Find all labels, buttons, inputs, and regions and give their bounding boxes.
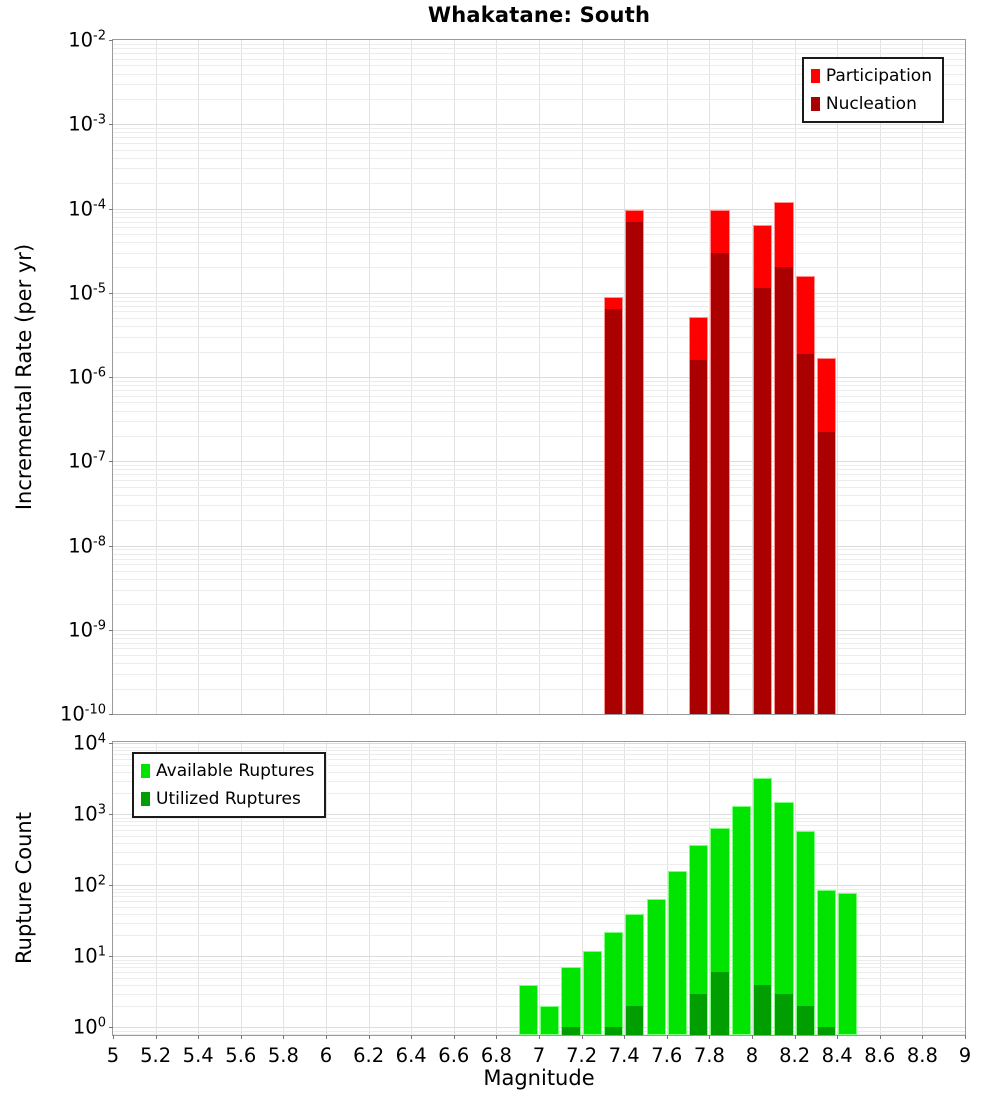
- nucleation-bar: [818, 432, 835, 714]
- gridline-h-minor: [113, 638, 965, 639]
- gridline-h-major: [113, 461, 965, 462]
- gridline-h-minor: [113, 843, 965, 844]
- gridline-h-minor: [113, 634, 965, 635]
- gridline-h-major: [113, 743, 965, 744]
- x-tick: [752, 1035, 753, 1039]
- gridline-h-minor: [113, 436, 965, 437]
- gridline-h-minor: [113, 168, 965, 169]
- gridline-h-minor: [113, 505, 965, 506]
- y-tick: [109, 461, 113, 462]
- utilized-ruptures-bar: [562, 1027, 579, 1035]
- gridline-h-minor: [113, 972, 965, 973]
- available-ruptures-bar: [732, 806, 751, 1035]
- gridline-h-minor: [113, 158, 965, 159]
- gridline-h-minor: [113, 385, 965, 386]
- rate-y-axis-label: Incremental Rate (per yr): [12, 243, 36, 511]
- gridline-h-minor: [113, 674, 965, 675]
- gridline-h-major: [113, 885, 965, 886]
- gridline-h-minor: [113, 643, 965, 644]
- count-plot: [72, 731, 972, 1067]
- gridline-h-minor: [113, 301, 965, 302]
- gridline-h-minor: [113, 390, 965, 391]
- x-tick-label: 7.8: [693, 1044, 725, 1067]
- x-tick: [795, 1035, 796, 1039]
- gridline-h-minor: [113, 914, 965, 915]
- available-ruptures-bar: [540, 1006, 559, 1035]
- available-ruptures-bar: [647, 899, 666, 1035]
- available-ruptures-bar: [519, 985, 538, 1035]
- gridline-h-major: [113, 293, 965, 294]
- x-tick-label: 8.8: [906, 1044, 938, 1067]
- rate-plot: [59, 28, 966, 726]
- utilized-ruptures-bar: [690, 994, 707, 1035]
- y-tick: [109, 546, 113, 547]
- x-tick: [113, 1035, 114, 1039]
- gridline-h-minor: [113, 963, 965, 964]
- x-tick-label: 5.6: [225, 1044, 257, 1067]
- available-ruptures-bar: [604, 932, 623, 1035]
- gridline-h-minor: [113, 469, 965, 470]
- gridline-h-minor: [113, 590, 965, 591]
- legend-swatch-icon: [811, 69, 820, 83]
- gridline-h-minor: [113, 978, 965, 979]
- gridline-h-minor: [113, 825, 965, 826]
- y-tick-label: $10^{-3}$: [68, 112, 106, 136]
- available-ruptures-bar: [817, 890, 836, 1035]
- x-tick-label: 5.2: [140, 1044, 172, 1067]
- y-tick: [109, 743, 113, 744]
- chart-title: Whakatane: South: [427, 3, 651, 27]
- available-ruptures-bar: [583, 951, 602, 1035]
- gridline-h-major: [113, 546, 965, 547]
- gridline-h-minor: [113, 571, 965, 572]
- gridline-h-minor: [113, 935, 965, 936]
- gridline-h-minor: [113, 549, 965, 550]
- x-tick: [582, 1035, 583, 1039]
- gridline-h-minor: [113, 465, 965, 466]
- legend-label: Participation: [825, 66, 932, 86]
- utilized-ruptures-bar: [754, 985, 771, 1035]
- gridline-h-minor: [113, 267, 965, 268]
- gridline-h-minor: [113, 821, 965, 822]
- y-tick: [109, 714, 113, 715]
- gridline-h-minor: [113, 579, 965, 580]
- utilized-ruptures-bar: [605, 1027, 622, 1035]
- utilized-ruptures-bar: [818, 1027, 835, 1035]
- gridline-h-minor: [113, 852, 965, 853]
- gridline-h-minor: [113, 907, 965, 908]
- gridline-h-minor: [113, 923, 965, 924]
- gridline-h-minor: [113, 836, 965, 837]
- x-tick: [283, 1035, 284, 1039]
- gridline-h-minor: [113, 495, 965, 496]
- gridline-h-minor: [113, 234, 965, 235]
- gridline-h-minor: [113, 48, 965, 49]
- gridline-h-minor: [113, 480, 965, 481]
- x-tick: [454, 1035, 455, 1039]
- available-ruptures-bar: [668, 871, 687, 1035]
- nucleation-bar: [711, 253, 728, 714]
- y-tick-label: $10^3$: [72, 802, 106, 826]
- x-tick: [965, 1035, 966, 1039]
- gridline-h-minor: [113, 901, 965, 902]
- y-tick-label: $10^{-10}$: [59, 702, 106, 726]
- utilized-ruptures-bar: [797, 1006, 814, 1035]
- gridline-h-minor: [113, 242, 965, 243]
- x-tick-label: 8.6: [864, 1044, 896, 1067]
- x-tick: [241, 1035, 242, 1039]
- x-tick: [922, 1035, 923, 1039]
- gridline-h-minor: [113, 318, 965, 319]
- x-tick: [369, 1035, 370, 1039]
- gridline-h-major: [113, 209, 965, 210]
- x-tick-label: 7: [532, 1044, 546, 1067]
- gridline-h-minor: [113, 474, 965, 475]
- gridline-h-minor: [113, 830, 965, 831]
- gridline-h-minor: [113, 402, 965, 403]
- x-tick: [156, 1035, 157, 1039]
- gridline-h-minor: [113, 212, 965, 213]
- x-tick: [837, 1035, 838, 1039]
- gridline-h-minor: [113, 381, 965, 382]
- gridline-h-major: [113, 630, 965, 631]
- gridline-h-minor: [113, 559, 965, 560]
- gridline-h-minor: [113, 604, 965, 605]
- gridline-h-minor: [113, 132, 965, 133]
- y-tick-label: $10^{-4}$: [68, 196, 106, 220]
- y-tick: [109, 630, 113, 631]
- gridline-h-minor: [113, 352, 965, 353]
- gridline-h-minor: [113, 655, 965, 656]
- y-tick: [109, 956, 113, 957]
- x-tick-label: 8: [745, 1044, 759, 1067]
- y-tick: [109, 814, 113, 815]
- nucleation-bar: [797, 354, 814, 714]
- gridline-h-minor: [113, 896, 965, 897]
- y-tick-label: $10^{-5}$: [68, 281, 106, 304]
- y-tick-label: $10^2$: [72, 873, 106, 897]
- gridline-h-minor: [113, 889, 965, 890]
- available-ruptures-bar: [561, 967, 580, 1035]
- x-tick-label: 6: [319, 1044, 333, 1067]
- legend-swatch-icon: [141, 764, 150, 778]
- y-tick: [109, 40, 113, 41]
- gridline-h-major: [113, 124, 965, 125]
- rate-legend: [802, 57, 944, 123]
- gridline-h-minor: [113, 554, 965, 555]
- count-legend: [132, 752, 326, 818]
- count-y-axis-label: Rupture Count: [12, 812, 36, 964]
- gridline-h-minor: [113, 985, 965, 986]
- gridline-h-minor: [113, 648, 965, 649]
- x-tick-label: 5.4: [182, 1044, 214, 1067]
- utilized-ruptures-bar: [626, 1006, 643, 1035]
- available-ruptures-bar: [796, 831, 815, 1035]
- gridline-h-minor: [113, 960, 965, 961]
- x-tick: [411, 1035, 412, 1039]
- y-tick-label: $10^{-9}$: [68, 618, 106, 641]
- x-tick: [624, 1035, 625, 1039]
- gridline-h-minor: [113, 311, 965, 312]
- x-tick-label: 5.8: [267, 1044, 299, 1067]
- y-tick-label: $10^{-8}$: [68, 533, 106, 557]
- gridline-h-minor: [113, 217, 965, 218]
- utilized-ruptures-bar: [775, 994, 792, 1035]
- gridline-h-minor: [113, 994, 965, 995]
- nucleation-bar: [626, 222, 643, 714]
- gridline-h-major: [113, 1027, 965, 1028]
- x-tick-label: 7.6: [651, 1044, 683, 1067]
- legend-label: Available Ruptures: [156, 761, 315, 781]
- gridline-h-minor: [113, 253, 965, 254]
- gridline-h-major: [113, 377, 965, 378]
- y-tick: [109, 209, 113, 210]
- y-tick-label: $10^{-6}$: [68, 365, 106, 389]
- gridline-h-minor: [113, 1031, 965, 1032]
- legend-item: [811, 62, 932, 90]
- gridline-h-minor: [113, 183, 965, 184]
- gridline-h-minor: [113, 892, 965, 893]
- gridline-h-minor: [113, 487, 965, 488]
- nucleation-bar: [690, 360, 707, 714]
- legend-label: Nucleation: [825, 94, 917, 114]
- nucleation-bar: [775, 267, 792, 714]
- x-tick-label: 5: [106, 1044, 120, 1067]
- x-tick-label: 7.2: [566, 1044, 598, 1067]
- x-tick: [326, 1035, 327, 1039]
- y-tick-label: $10^1$: [72, 944, 106, 968]
- gridline-h-minor: [113, 1034, 965, 1035]
- y-tick-label: $10^{-2}$: [68, 28, 106, 52]
- legend-swatch-icon: [811, 97, 820, 111]
- legend-label: Utilized Ruptures: [156, 789, 301, 809]
- utilized-ruptures-bar: [711, 972, 728, 1035]
- x-tick-label: 9: [958, 1044, 972, 1067]
- gridline-h-minor: [113, 143, 965, 144]
- gridline-h-minor: [113, 689, 965, 690]
- x-tick-label: 6.4: [395, 1044, 427, 1067]
- gridline-h-minor: [113, 44, 965, 45]
- gridline-h-minor: [113, 967, 965, 968]
- legend-swatch-icon: [141, 792, 150, 806]
- y-tick: [109, 885, 113, 886]
- nucleation-bar: [754, 288, 771, 714]
- gridline-h-minor: [113, 53, 965, 54]
- x-tick: [667, 1035, 668, 1039]
- gridline-h-major: [113, 956, 965, 957]
- gridline-h-minor: [113, 564, 965, 565]
- available-ruptures-bar: [838, 893, 857, 1035]
- x-tick: [496, 1035, 497, 1039]
- y-tick: [109, 124, 113, 125]
- y-tick: [109, 1027, 113, 1028]
- gridline-h-minor: [113, 337, 965, 338]
- legend-item: [141, 785, 314, 813]
- y-tick-label: $10^0$: [72, 1015, 106, 1039]
- gridline-h-minor: [113, 1006, 965, 1007]
- gridline-h-minor: [113, 864, 965, 865]
- gridline-h-minor: [113, 227, 965, 228]
- nucleation-bar: [605, 309, 622, 714]
- gridline-h-minor: [113, 297, 965, 298]
- y-tick-label: $10^4$: [72, 731, 106, 755]
- gridline-h-minor: [113, 128, 965, 129]
- gridline-h-minor: [113, 222, 965, 223]
- x-tick-label: 6.2: [353, 1044, 385, 1067]
- y-tick-label: $10^{-7}$: [68, 449, 106, 473]
- gridline-h-minor: [113, 306, 965, 307]
- gridline-h-minor: [113, 411, 965, 412]
- x-tick-label: 7.4: [608, 1044, 640, 1067]
- x-axis-label: Magnitude: [483, 1066, 595, 1090]
- y-tick: [109, 293, 113, 294]
- x-tick: [709, 1035, 710, 1039]
- x-tick: [198, 1035, 199, 1039]
- x-tick-label: 8.4: [821, 1044, 853, 1067]
- gridline-h-minor: [113, 663, 965, 664]
- y-tick: [109, 377, 113, 378]
- gridline-h-minor: [113, 747, 965, 748]
- gridline-h-minor: [113, 137, 965, 138]
- gridline-h-minor: [113, 520, 965, 521]
- x-tick-label: 6.8: [480, 1044, 512, 1067]
- legend-item: [141, 757, 314, 785]
- gridline-h-minor: [113, 421, 965, 422]
- x-tick-label: 6.6: [438, 1044, 470, 1067]
- x-tick-label: 8.2: [779, 1044, 811, 1067]
- legend-item: [811, 90, 932, 118]
- x-tick: [880, 1035, 881, 1039]
- gridline-h-minor: [113, 150, 965, 151]
- x-tick: [539, 1035, 540, 1039]
- gridline-h-minor: [113, 396, 965, 397]
- gridline-h-minor: [113, 326, 965, 327]
